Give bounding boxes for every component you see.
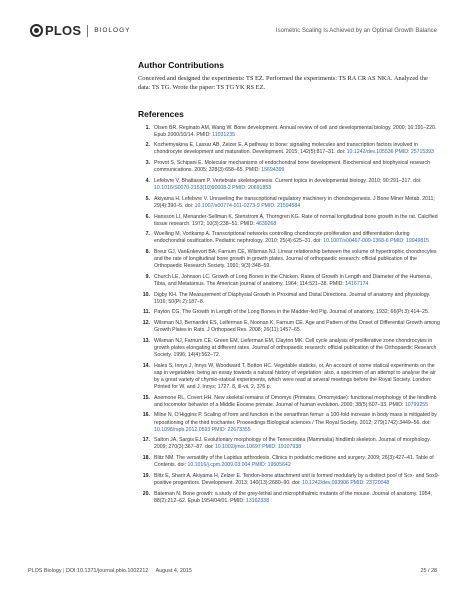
- reference-body: Lefebvre V, Bhattaram P. Vertebrate skeletogenesis. Current topics in developmental biology. 2010; 90:291–317. doi:: [154, 177, 422, 184]
- journal-logo: [30, 23, 130, 38]
- reference-item: [138, 412, 440, 433]
- contributions-text: Conceived and designed the experiments: TS EZ. Performed the experiments: TS RA CR AS NKA. Analyzed the data: TS TG. Wrote the paper: TS TG YK RS EZ.: [138, 75, 428, 91]
- reference-number: 16.: [142, 412, 150, 419]
- main-content: [138, 60, 440, 508]
- reference-number: 18.: [142, 455, 150, 462]
- reference-body: Wilsman NJ, Bernardini ES, Leiferman E, Noonan K, Farnum CE. Age and Pattern of the Onset of Differential Growth among Growth Plates in Rats. J Orthopaed Res. 2008; 26(11):1457–65.: [154, 320, 440, 334]
- logo-divider: [87, 25, 88, 37]
- reference-text: [154, 292, 440, 306]
- reference-number: 9.: [145, 273, 150, 280]
- reference-item: [138, 214, 440, 228]
- footer-page-number: 25 / 28: [420, 568, 437, 574]
- reference-text: [154, 338, 440, 359]
- reference-link[interactable]: 10.1002/jmor.10697 PMID: 19107938: [214, 444, 302, 451]
- reference-body: Wilsman NJ, Farnum CE, Green EM, Lieferman EM, Clayton MK. Cell cycle analysis of proliferative zone chondrocytes in growth plates elongating at different rates. Journal of orthopaedic research: official publication of the Orthopaedic Research Society. 1996; 14(4):562–72.: [154, 337, 437, 359]
- reference-item: [138, 437, 440, 451]
- logo-journal: BIOLOGY: [94, 27, 131, 34]
- reference-item: [138, 338, 440, 359]
- reference-item: [138, 309, 440, 316]
- reference-body: Milne N, O'Higgins P. Scaling of form and function in the xenarthran femur: a 100-fold increase in body mass is mitigated by repositioning of the third trochanter. Proceedings Biological sciences / The Royal Society. 2012; 279(1742):3449–56. doi:: [154, 412, 437, 426]
- reference-link[interactable]: 14167174: [345, 280, 369, 287]
- reference-body: Bateman N. Bone growth: a study of the grey-lethal and microphthalmic mutants of the mouse. Journal of anatomy. 1954; 88(2):212–62. Epub 1954/04/01. PMID:: [154, 490, 432, 504]
- reference-text: [154, 491, 440, 505]
- reference-body: Digby KH. The Measurement of Diaphysial Growth in Proximal and Distal Directions. Journal of anatomy and physiology. 1916; 50(Pt 2):187–8.: [154, 291, 431, 305]
- reference-list: [138, 125, 440, 505]
- reference-item: [138, 142, 440, 156]
- reference-body: Wuelling M, Vortkamp A. Transcriptional networks controlling chondrocyte proliferation and differentiation during endochondral ossification. Pediatric nephrology. 2010; 25(4):625–31. doi:: [154, 231, 410, 245]
- reference-text: [154, 320, 440, 334]
- reference-number: 1.: [145, 124, 150, 131]
- reference-body: Church LE, Johnson LC. Growth of Long Bones in the Chicken. Rates of Growth in Length and Diameter of the Humerus, Tibia, and Metatarsus. The American journal of anatomy. 1964; 114:521–38. PMID:: [154, 273, 432, 287]
- reference-text: [154, 274, 440, 288]
- footer-date: August 4, 2015: [155, 568, 192, 574]
- reference-body: Salton JA, Sargis EJ. Evolutionary morphology of the Tenrecoidea (Mammalia) hindlimb skeleton. Journal of morphology. 2009; 270(3):367–87. doi:: [154, 437, 431, 451]
- reference-item: [138, 274, 440, 288]
- reference-text: [154, 395, 440, 409]
- reference-link[interactable]: 15694399: [261, 167, 285, 174]
- reference-number: 13.: [142, 337, 150, 344]
- reference-number: 11.: [143, 309, 150, 316]
- reference-link[interactable]: 10.1242/dev.093906 PMID: 23720048: [301, 479, 390, 486]
- reference-body: Hansson LI, Menander-Sellman K, Stenstrom A, Thorngren KG. Rate of normal longitudinal bone growth in the rat. Calcified tissue research. 1972; 10(3):238–51. PMID:: [154, 213, 438, 227]
- reference-item: [138, 455, 440, 469]
- reference-body: Olsen BR, Reginato AM, Wang W. Bone development. Annual review of cell and developmental biology. 2000; 16:191–220. Epub 2000/10/14. PMID:: [154, 124, 437, 138]
- reference-item: [138, 473, 440, 487]
- reference-link[interactable]: 11031235: [212, 131, 235, 138]
- reference-number: 12.: [142, 320, 150, 327]
- reference-number: 8.: [145, 249, 150, 256]
- logo-name: PLOS: [45, 23, 82, 38]
- footer-journal: PLOS Biology: [28, 568, 62, 574]
- reference-item: [138, 178, 440, 192]
- contributions-heading: Author Contributions: [138, 60, 224, 70]
- reference-body: Blitz E, Sharir A, Akiyama H, Zelzer E. Tendon-bone attachment unit is formed modularly by a distinct pool of Scx- and Sox9-positive progenitors. Development. 2013; 140(13):2680–90. doi:: [154, 472, 440, 486]
- reference-item: [138, 249, 440, 270]
- reference-text: [154, 473, 440, 487]
- reference-item: [138, 292, 440, 306]
- reference-number: 5.: [145, 195, 150, 202]
- reference-text: [154, 412, 440, 433]
- reference-text: [154, 125, 440, 139]
- reference-link[interactable]: 10.1098/rspb.2012.0593 PMID: 22673355: [154, 426, 251, 433]
- reference-number: 19.: [142, 472, 150, 479]
- reference-link[interactable]: 10.1016/S0070-2153(10)90008-2 PMID: 20691853: [154, 184, 272, 191]
- reference-text: [154, 363, 440, 391]
- reference-link[interactable]: 10799255: [404, 401, 428, 408]
- reference-text: [154, 196, 440, 210]
- running-title: Isometric Scaling Is Achieved by an Optimal Growth Balance: [275, 28, 437, 34]
- reference-item: [138, 491, 440, 505]
- reference-item: [138, 125, 440, 139]
- footer-separator: |: [63, 568, 65, 574]
- reference-number: 6.: [145, 213, 150, 220]
- reference-number: 10.: [142, 291, 150, 298]
- reference-body: Hales S, Innys J, Innys W, Woodward T, Botton HC. Vegetable staticks, or, An account of some statical experiments on the sap in vegetables: being an essay towards a natural history of vegetation: also, a specimen of an attempt to analyse the air by a great variety of chymio-statical experiments, which were read at several meetings before the Royal Society. London: Printed for W. and J. Innys; 1727. 8, ill-vii, 2, 376 p.: [154, 362, 436, 390]
- reference-text: [154, 249, 440, 270]
- reference-number: 3.: [145, 160, 150, 167]
- reference-text: [154, 437, 440, 451]
- reference-link[interactable]: 13162338: [246, 497, 270, 504]
- reference-text: [154, 178, 440, 192]
- references-heading: References: [138, 108, 184, 119]
- reference-number: 20.: [142, 490, 150, 497]
- reference-text: [154, 455, 440, 469]
- reference-text: [154, 142, 440, 156]
- reference-number: 2.: [145, 142, 150, 149]
- reference-link[interactable]: 10.1242/dev.105536 PMID: 25715393: [346, 149, 434, 156]
- reference-item: [138, 231, 440, 245]
- reference-number: 7.: [145, 231, 150, 238]
- reference-item: [138, 160, 440, 174]
- reference-item: [138, 395, 440, 409]
- reference-number: 15.: [142, 394, 150, 401]
- reference-body: Blitz NM. The versatility of the Lapidus arthrodesis. Clinics in podiatric medicine and surgery. 2009; 26(3):427–41, Table of Contents. doi:: [154, 455, 434, 469]
- reference-body: Kozhemyakina E, Lassar AB, Zelzer E. A pathway to bone: signaling molecules and transcription factors involved in chondrocyte development and maturation. Development. 2015; 142(5):817–31. doi:: [154, 142, 418, 156]
- reference-link[interactable]: 10.1007/s00467-009-1368-6 PMID: 19949815: [323, 238, 430, 245]
- reference-text: [154, 214, 440, 228]
- footer-doi[interactable]: DOI:10.1371/journal.pbio.1002212: [65, 568, 149, 574]
- reference-item: [138, 320, 440, 334]
- reference-link[interactable]: 10.1007/s00774-011-0273-9 PMID: 21594584: [194, 202, 301, 209]
- reference-number: 4.: [145, 177, 150, 184]
- reference-text: [154, 231, 440, 245]
- page-footer: [28, 568, 437, 578]
- reference-number: 14.: [142, 362, 150, 369]
- reference-text: [154, 309, 440, 316]
- footer-citation: [28, 568, 192, 574]
- reference-item: [138, 196, 440, 210]
- reference-link[interactable]: 4639268: [256, 220, 277, 227]
- reference-number: 17.: [142, 437, 150, 444]
- reference-body: Akiyama H, Lefebvre V. Unraveling the transcriptional regulatory machinery in chondrogenesis. J Bone Miner Metab. 2011; 29(4):390–5. doi:: [154, 195, 435, 209]
- plos-logo-icon: [30, 24, 43, 37]
- reference-body: Provot S, Schipani E. Molecular mechanisms of endochondral bone development. Biochemical and biophysical research communications. 2005; 328(3):658–65. PMID:: [154, 160, 430, 174]
- reference-body: Payton CG. The Growth in Length of the Long Bones in the Madder-fed Pig. Journal of anatomy. 1932; 66(Pt 3):414–25.: [154, 309, 430, 316]
- reference-link[interactable]: 10.1016/j.cpm.2009.03.004 PMID: 19505642: [187, 462, 291, 469]
- page-header: [0, 0, 463, 56]
- reference-body: Anemone RL, Covert HH. New skeletal remains of Omomys (Primates, Omomyidae): functional morphology of the hindlimb and locomotor behavior of a Middle Eocene primate. Journal of human evolution. 2000; 38(5):607–33. PMID:: [154, 394, 437, 408]
- reference-item: [138, 363, 440, 391]
- reference-text: [154, 160, 440, 174]
- reference-body: Breur GJ, VanEnkevort BA, Farnum CE, Wilsman NJ. Linear relationship between the volume of hypertrophic chondrocytes and the rate of longitudinal bone growth in growth plates. Journal of orthopaedic research: official publication of the Orthopaedic Research Society. 1991; 9(3):348–59.: [154, 249, 437, 270]
